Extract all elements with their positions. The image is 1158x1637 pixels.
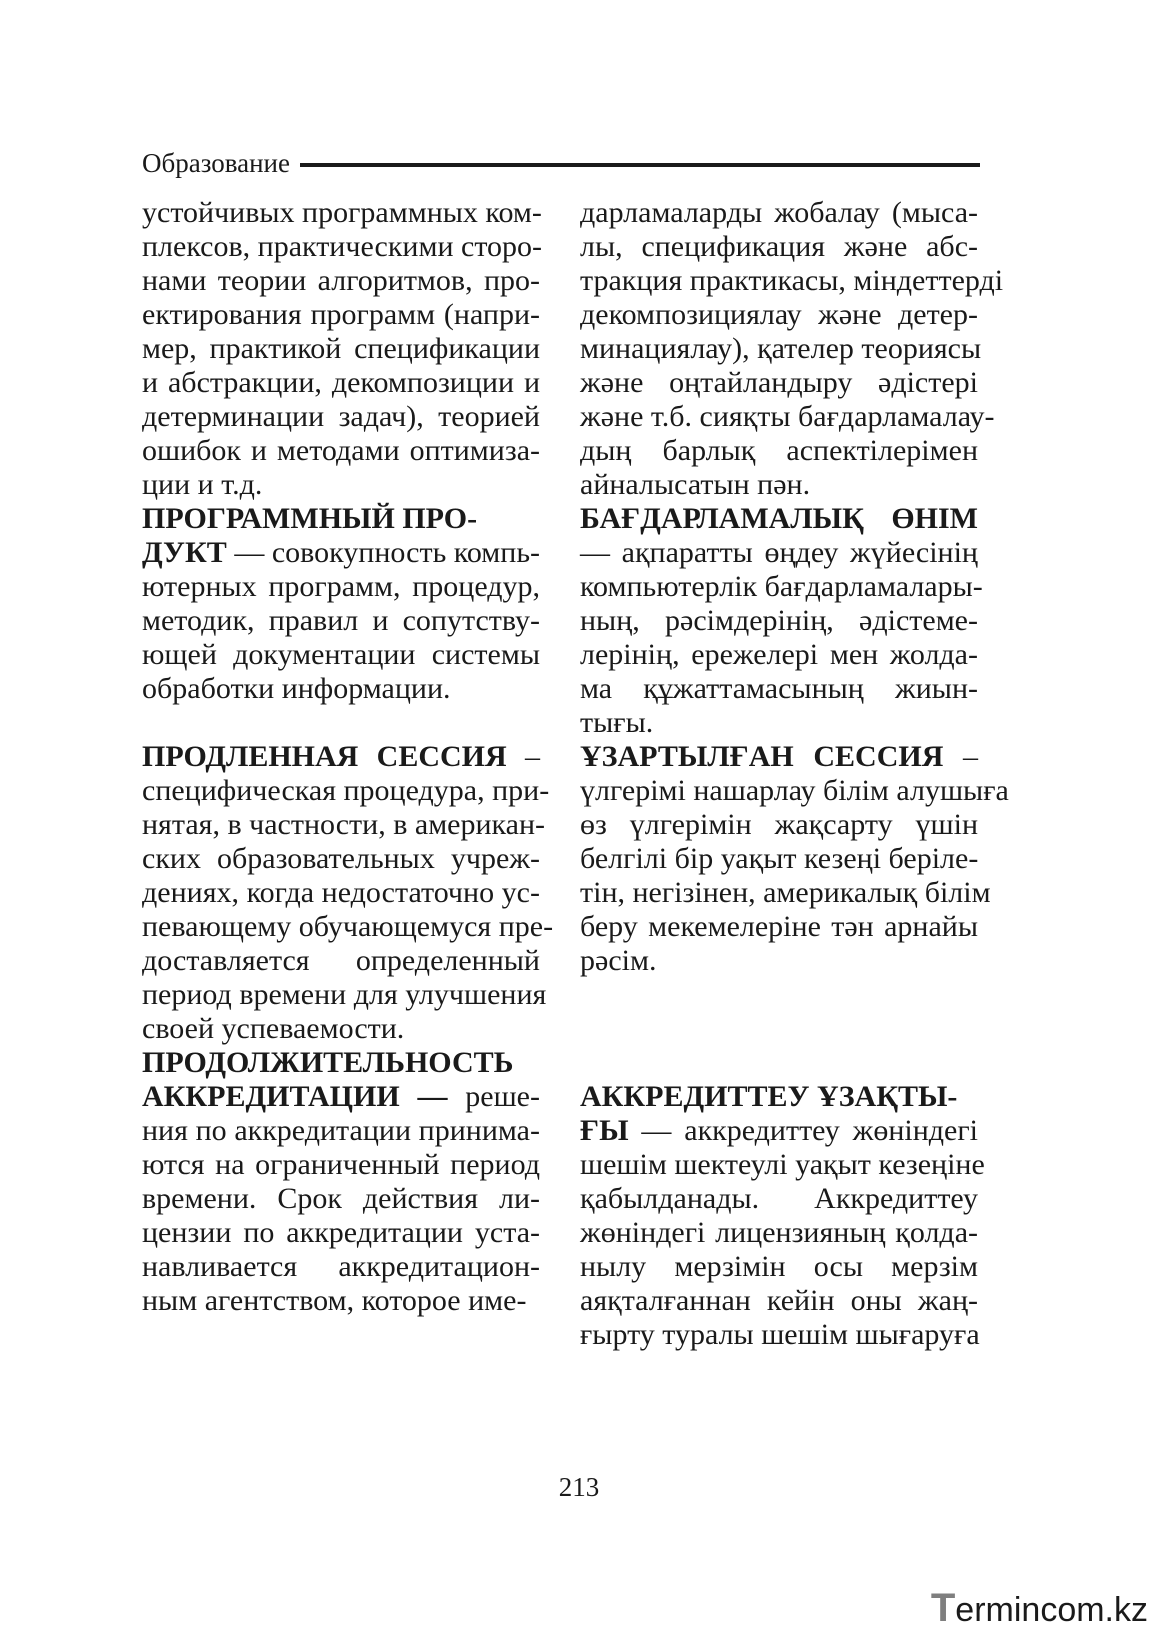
ru-line (142, 876, 540, 910)
body-text: дың барлық аспектілерімен (580, 434, 978, 467)
kz-line (580, 1284, 978, 1318)
kz-line (580, 672, 978, 706)
ru-line (142, 1114, 540, 1148)
ru-line (142, 1216, 540, 1250)
body-text: нятая, в частности, в американ- (142, 808, 546, 841)
ru-line (142, 400, 540, 434)
term-heading: ҰЗАРТЫЛҒАН СЕССИЯ (580, 740, 944, 773)
kz-line (580, 1148, 985, 1182)
body-text: және оңтайландыру әдістері (580, 366, 978, 399)
kz-line (580, 740, 978, 774)
ru-line (142, 1148, 540, 1182)
body-text: рәсім. (580, 944, 657, 977)
term-heading: ҒЫ (580, 1114, 629, 1147)
right-column-kazakh (580, 196, 1009, 1352)
kz-line (580, 400, 995, 434)
running-header (142, 148, 980, 179)
kz-line (580, 706, 978, 740)
page-number: 213 (558, 1472, 600, 1502)
kz-line (580, 808, 978, 842)
site-watermark[interactable] (931, 1586, 1148, 1631)
ru-line (142, 910, 554, 944)
body-text: навливается аккредитацион- (142, 1250, 540, 1283)
ru-line (142, 774, 550, 808)
body-text: тракция практикасы, міндеттерді (580, 264, 1004, 297)
kz-line (580, 1046, 978, 1080)
kz-line (580, 1182, 978, 1216)
ru-line (142, 502, 540, 536)
body-text: белгілі бір уақыт кезеңі беріле- (580, 842, 979, 875)
ru-line (142, 366, 540, 400)
term-heading: ДУКТ (142, 536, 227, 569)
term-heading: ПРОГРАММНЫЙ ПРО- (142, 502, 478, 535)
ru-line (142, 842, 540, 876)
ru-line (142, 808, 546, 842)
kz-line (580, 298, 978, 332)
kz-line (580, 774, 1009, 808)
body-text: доставляется определенный (142, 944, 540, 977)
body-text: лы, спецификация және абс- (580, 230, 978, 263)
body-text: плексов, практическими сторо- (142, 230, 543, 263)
kz-line (580, 1250, 978, 1284)
body-text: методик, правил и сопутству- (142, 604, 540, 637)
body-text: – (943, 740, 978, 773)
body-text: реше- (447, 1080, 540, 1113)
kz-line (580, 1318, 978, 1352)
watermark-text: ermincom.kz (955, 1591, 1148, 1629)
kz-line (580, 604, 978, 638)
body-text: своей успеваемости. (142, 1012, 405, 1045)
kz-line (580, 876, 991, 910)
body-text: компьютерлік бағдарламалары- (580, 570, 983, 603)
kz-line (580, 468, 978, 502)
kz-line (580, 264, 1004, 298)
kz-line (580, 944, 978, 978)
body-text: цензии по аккредитации уста- (142, 1216, 540, 1249)
body-text: период времени для улучшения (142, 978, 547, 1011)
ru-line (142, 604, 540, 638)
body-text: беру мекемелеріне тән арнайы (580, 910, 978, 943)
body-text: ции и т.д. (142, 468, 263, 501)
body-text: — ақпаратты өңдеу жүйесінің (580, 536, 978, 569)
ru-line (142, 706, 540, 740)
watermark-initial: T (930, 1586, 956, 1630)
body-text: специфическая процедура, при- (142, 774, 550, 807)
body-text: өз үлгерімін жақсарту үшін (580, 808, 978, 841)
header-rule (300, 163, 980, 167)
kz-line (580, 1080, 978, 1114)
kz-line (580, 230, 978, 264)
ru-line (142, 298, 540, 332)
body-text: ются на ограниченный период (142, 1148, 540, 1181)
ru-line (142, 638, 540, 672)
body-text: ғырту туралы шешім шығаруға (580, 1318, 980, 1351)
kz-line (580, 536, 978, 570)
body-text: ских образовательных учреж- (142, 842, 540, 875)
body-text: тін, негізінен, америкалық білім (580, 876, 991, 909)
body-text: ның, рәсімдерінің, әдістеме- (580, 604, 978, 637)
kz-line (580, 1216, 978, 1250)
term-heading: АККРЕДИТТЕУ ҰЗАҚТЫ- (580, 1080, 958, 1113)
body-text: ютерных программ, процедур, (142, 570, 540, 603)
body-text: дарламаларды жобалау (мыса- (580, 196, 978, 229)
ru-line (142, 196, 540, 230)
ru-line (142, 1182, 540, 1216)
kz-line (580, 842, 978, 876)
body-text: шешім шектеулі уақыт кезеңіне (580, 1148, 985, 1181)
body-text: нылу мерзімін осы мерзім (580, 1250, 978, 1283)
ru-line (142, 978, 547, 1012)
kz-line (580, 570, 983, 604)
body-text: лерінің, ережелері мен жолда- (580, 638, 978, 671)
ru-line (142, 672, 540, 706)
body-text: дениях, когда недостаточно ус- (142, 876, 540, 909)
section-title: Образование (142, 148, 290, 178)
kz-line (580, 434, 978, 468)
left-column-russian (142, 196, 554, 1318)
ru-line (142, 332, 540, 366)
term-heading: ПРОДЛЕННАЯ СЕССИЯ (142, 740, 507, 773)
term-heading: ПРОДОЛЖИТЕЛЬНОСТЬ (142, 1046, 514, 1079)
body-text: детерминации задач), теорией (142, 400, 540, 433)
ru-line (142, 1012, 540, 1046)
body-text: минациялау), қателер теориясы (580, 332, 982, 365)
ru-line (142, 1080, 540, 1114)
body-text: мер, практикой спецификации (142, 332, 540, 365)
kz-line (580, 638, 978, 672)
kz-line (580, 978, 978, 1012)
ru-line (142, 1250, 540, 1284)
kz-line (580, 502, 978, 536)
body-text: декомпозициялау және детер- (580, 298, 978, 331)
ru-line (142, 468, 540, 502)
kz-line (580, 196, 978, 230)
body-text: жөніндегі лицензияның қолда- (580, 1216, 978, 1249)
body-text: аяқталғаннан кейін оны жаң- (580, 1284, 978, 1317)
body-text: нами теории алгоритмов, про- (142, 264, 540, 297)
body-text: устойчивых программных ком- (142, 196, 542, 229)
body-text: ным агентством, которое име- (142, 1284, 527, 1317)
term-heading: БАҒДАРЛАМАЛЫҚ ӨНІМ (580, 502, 978, 535)
kz-line (580, 910, 978, 944)
ru-line (142, 264, 540, 298)
body-text: ектирования программ (напри- (142, 298, 540, 331)
ru-line (142, 536, 540, 570)
ru-line (142, 570, 540, 604)
body-text: и абстракции, декомпозиции и (142, 366, 540, 399)
body-text: ющей документации системы (142, 638, 540, 671)
body-text: – (506, 740, 540, 773)
body-text: времени. Срок действия ли- (142, 1182, 540, 1215)
body-text: ма құжаттамасының жиын- (580, 672, 978, 705)
body-text: айналысатын пән. (580, 468, 811, 501)
body-text: ошибок и методами оптимиза- (142, 434, 540, 467)
kz-line (580, 1012, 978, 1046)
ru-line (142, 1046, 540, 1080)
kz-line (580, 366, 978, 400)
ru-line (142, 944, 540, 978)
body-text: және т.б. сияқты бағдарламалау- (580, 400, 995, 433)
body-text: үлгерімі нашарлау білім алушыға (580, 774, 1009, 807)
ru-line (142, 434, 540, 468)
body-text: певающему обучающемуся пре- (142, 910, 554, 943)
ru-line (142, 230, 543, 264)
body-text: тығы. (580, 706, 654, 739)
body-text: — аккредиттеу жөніндегі (628, 1114, 978, 1147)
kz-line (580, 1114, 978, 1148)
term-heading: АККРЕДИТАЦИИ — (142, 1080, 448, 1113)
body-text: — совокупность компь- (226, 536, 540, 569)
ru-line (142, 1284, 540, 1318)
body-text: ния по аккредитации принима- (142, 1114, 540, 1147)
body-text: қабылданады. Аккредиттеу (580, 1182, 978, 1215)
ru-line (142, 740, 540, 774)
body-text: обработки информации. (142, 672, 451, 705)
kz-line (580, 332, 982, 366)
